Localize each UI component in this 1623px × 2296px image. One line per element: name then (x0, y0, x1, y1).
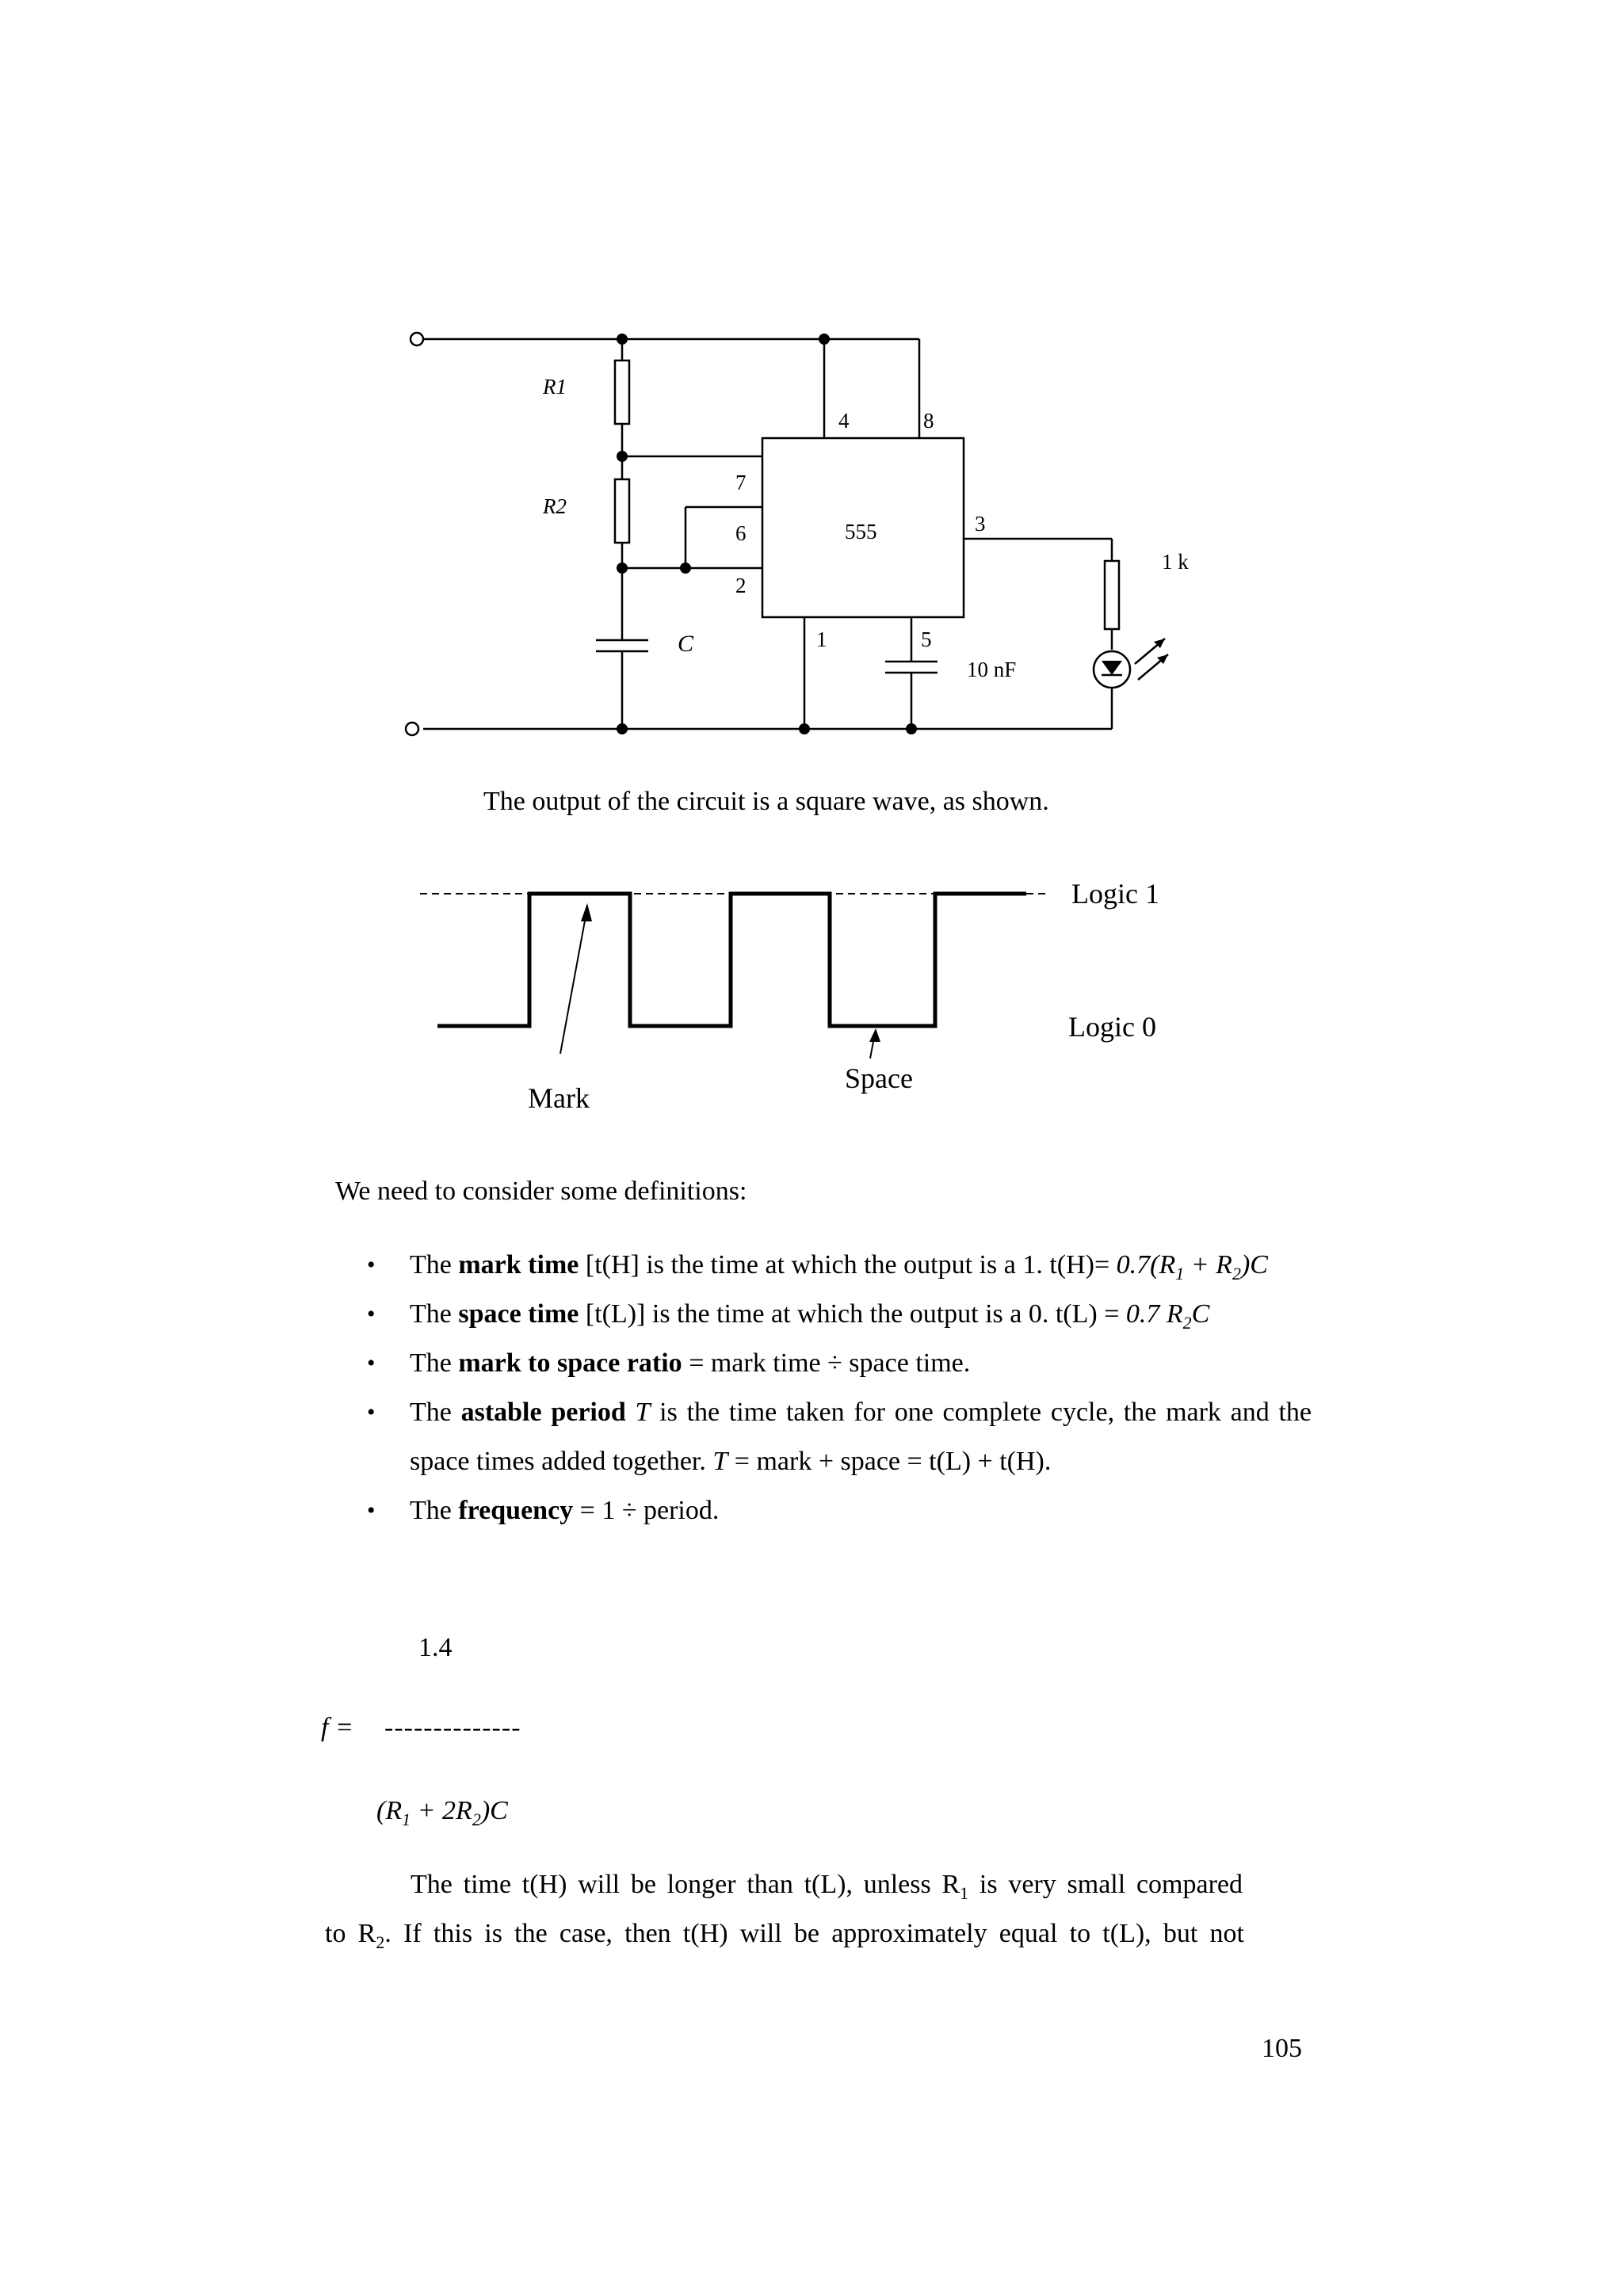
pin-8-label: 8 (923, 409, 934, 433)
definition-mark-space-ratio: • The mark to space ratio = mark time ÷ space time. (361, 1339, 1312, 1388)
ic-label: 555 (845, 520, 877, 543)
logic1-label: Logic 1 (1071, 878, 1159, 910)
input-terminal-top (411, 333, 423, 345)
definitions-list (361, 1241, 1312, 1535)
space-label: Space (845, 1062, 913, 1094)
space-arrow-icon (869, 1028, 880, 1042)
r1-label: R1 (543, 375, 567, 399)
r1-resistor (615, 360, 629, 424)
mark-label: Mark (528, 1082, 590, 1114)
pin-6-label: 6 (735, 521, 747, 545)
c-label: C (678, 631, 694, 657)
formula-denominator: $(R_1 + 2R_2)C$ (376, 1796, 508, 1829)
definition-space-time: • The space time [t(L)] is the time at which the output is a 0. t(L) = 0.7 $R_2C$ (361, 1290, 1312, 1339)
resistor-value-label: 1 k (1162, 550, 1189, 574)
load-resistor (1105, 561, 1119, 629)
pin-3-label: 3 (975, 512, 986, 536)
page-number: 105 (1262, 2034, 1302, 2063)
square-wave-diagram (0, 856, 1623, 1125)
definition-mark-time: • The mark time [t(H] is the time at which the output is a 1. $t(H)= 0.7(R_1 + R_2)C$ (361, 1241, 1312, 1290)
circuit-caption: The output of the circuit is a square wave, as shown. (483, 787, 1049, 816)
formula-f-label: f = (321, 1713, 353, 1742)
definition-frequency: • The frequency = 1 ÷ period. (361, 1486, 1312, 1535)
pin-2-label: 2 (735, 574, 747, 597)
pin-7-label: 7 (735, 471, 747, 494)
astable-circuit-diagram (0, 0, 1623, 761)
definitions-intro: We need to consider some definitions: (335, 1177, 747, 1206)
pin-1-label: 1 (816, 627, 827, 651)
square-wave-trace (437, 894, 1026, 1026)
formula-fraction-line: -------------- (384, 1713, 521, 1742)
formula-numerator: 1.4 (418, 1633, 453, 1662)
pin-5-label: 5 (921, 627, 932, 651)
mark-arrow-icon (581, 903, 592, 921)
r2-label: R2 (543, 494, 567, 518)
definition-astable-period: • The astable period T is the time taken for one complete cycle, the mark and the space times added together. T = mark + space = t(L) + t(H). (361, 1388, 1312, 1486)
pin-4-label: 4 (838, 409, 850, 433)
paragraph-line-2: to $R_2$. If this is the case, then t(H) will be approximately equal to t(L), but not (325, 1919, 1244, 1952)
cap-value-label: 10 nF (967, 658, 1017, 681)
input-terminal-bottom (406, 723, 418, 735)
paragraph-line-1: The time t(H) will be longer than t(L), unless $R_1$ is very small compared (411, 1870, 1243, 1903)
r2-resistor (615, 479, 629, 543)
logic0-label: Logic 0 (1068, 1011, 1156, 1043)
